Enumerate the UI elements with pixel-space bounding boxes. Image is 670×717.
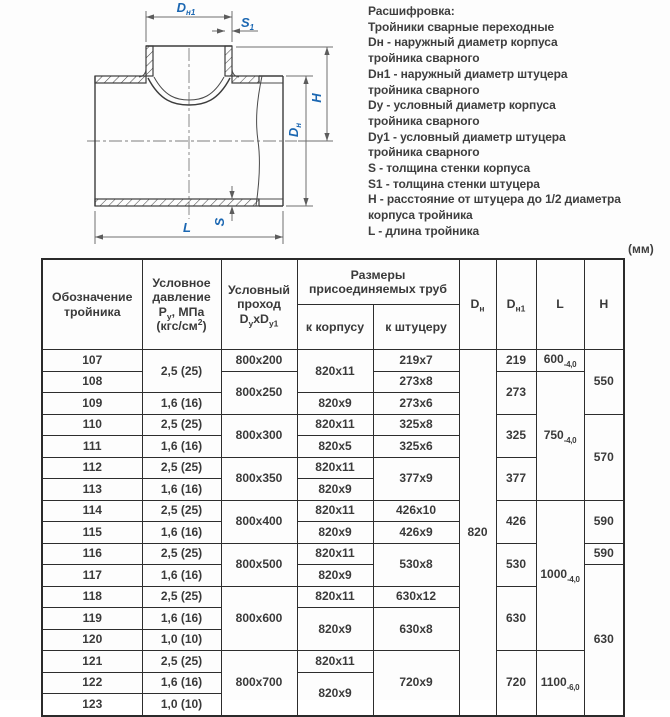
table-cell: 530 xyxy=(496,543,536,586)
legend-line: Dу - условный диаметр корпуса xyxy=(368,98,556,113)
table-cell: 1,6 (16) xyxy=(142,522,221,544)
table-cell: 820x11 xyxy=(297,457,373,479)
col-header-to-branch: к штуцеру xyxy=(373,305,459,350)
col-header-dn: $D_н$ xyxy=(459,259,496,350)
header-row-1 xyxy=(42,259,624,305)
table-cell: 2,5 (25) xyxy=(142,350,221,393)
table-cell: 820x9 xyxy=(297,479,373,501)
legend-line: тройника сварного xyxy=(368,82,480,97)
table-cell: 1,6 (16) xyxy=(142,565,221,587)
dim-label-dn: $D_н$ xyxy=(286,122,303,138)
table-cell: 550 xyxy=(584,350,624,415)
table-row xyxy=(42,500,624,522)
table-cell: 2,5 (25) xyxy=(142,586,221,608)
table-cell: 1,6 (16) xyxy=(142,608,221,630)
center-lines xyxy=(87,48,297,219)
table-cell: 820x9 xyxy=(297,522,373,544)
table-cell: 820x11 xyxy=(297,350,373,393)
table-cell: 109 xyxy=(42,393,142,415)
table-cell: 800x500 xyxy=(221,543,297,586)
table-cell: 820x9 xyxy=(297,608,373,651)
table-cell: 273x6 xyxy=(373,393,459,415)
legend-line: тройника сварного xyxy=(368,51,480,66)
legend-line: Dн1 - наружный диаметр штуцера xyxy=(368,66,568,81)
table-cell: 820x11 xyxy=(297,586,373,608)
table-cell: 800x600 xyxy=(221,586,297,651)
table-cell: 2,5 (25) xyxy=(142,457,221,479)
table-cell: 377 xyxy=(496,457,536,500)
col-header-dn1: $D_{н1}$ xyxy=(496,259,536,350)
table-cell: 1,6 (16) xyxy=(142,672,221,694)
table-cell: 112 xyxy=(42,457,142,479)
table-cell: $750_{-4,0}$ xyxy=(536,371,584,500)
table-cell: 590 xyxy=(584,543,624,565)
table-cell: 110 xyxy=(42,414,142,436)
table-cell: 570 xyxy=(584,414,624,500)
table-cell: 820x11 xyxy=(297,414,373,436)
table-cell: 1,0 (10) xyxy=(142,629,221,651)
table-cell: 800x700 xyxy=(221,651,297,716)
table-cell: 426 xyxy=(496,500,536,543)
legend-line: L - длина тройника xyxy=(368,223,480,238)
table-cell: 111 xyxy=(42,436,142,458)
table-cell: $1100_{-6,0}$ xyxy=(536,651,584,716)
table-cell: 426x9 xyxy=(373,522,459,544)
table-cell: 123 xyxy=(42,694,142,716)
table-cell: 630 xyxy=(496,586,536,651)
table-cell: 800x400 xyxy=(221,500,297,543)
table-cell: 273 xyxy=(496,371,536,414)
table-cell: 325 xyxy=(496,414,536,457)
table-cell: 530x8 xyxy=(373,543,459,586)
col-header-sizes-group: Размеры присоединяемых труб xyxy=(297,259,459,305)
dim-label-s: S xyxy=(212,217,227,227)
table-cell: $600_{-4,0}$ xyxy=(536,350,584,372)
table-cell: 720x9 xyxy=(373,651,459,716)
table-cell: 820x5 xyxy=(297,436,373,458)
legend xyxy=(368,4,668,240)
table-cell: 108 xyxy=(42,371,142,393)
table-cell: 820x11 xyxy=(297,651,373,673)
dim-label-s1: $S_1$ xyxy=(241,15,255,32)
table-cell: 820x9 xyxy=(297,672,373,716)
col-header-l: L xyxy=(536,259,584,350)
table-cell: 630 xyxy=(584,565,624,716)
table-cell: 117 xyxy=(42,565,142,587)
table-cell: 2,5 (25) xyxy=(142,414,221,436)
table-cell: 426x10 xyxy=(373,500,459,522)
table-cell: 1,6 (16) xyxy=(142,479,221,501)
table-cell: 273x8 xyxy=(373,371,459,393)
legend-line: корпуса тройника xyxy=(368,208,473,223)
spec-table-header xyxy=(42,259,624,350)
table-cell: 219x7 xyxy=(373,350,459,372)
legend-line: Dн - наружный диаметр корпуса xyxy=(368,35,558,50)
legend-line: Dу1 - условный диаметр штуцера xyxy=(368,129,566,144)
table-cell: 800x300 xyxy=(221,414,297,457)
table-cell: 1,6 (16) xyxy=(142,436,221,458)
table-cell: 2,5 (25) xyxy=(142,543,221,565)
legend-line: Тройники сварные переходные xyxy=(368,19,555,34)
table-cell: 113 xyxy=(42,479,142,501)
table-cell: 630x8 xyxy=(373,608,459,651)
table-cell: 820x9 xyxy=(297,393,373,415)
col-header-h: H xyxy=(584,259,624,350)
table-cell: 630x12 xyxy=(373,586,459,608)
table-cell: 107 xyxy=(42,350,142,372)
table-cell: 118 xyxy=(42,586,142,608)
table-cell: 325x8 xyxy=(373,414,459,436)
dim-label-l: L xyxy=(183,220,191,235)
legend-line: S1 - толщина стенки штуцера xyxy=(368,176,540,191)
table-cell: 820x9 xyxy=(297,565,373,587)
col-header-to-body: к корпусу xyxy=(297,305,373,350)
table-cell: 120 xyxy=(42,629,142,651)
table-cell: $1000_{-4,0}$ xyxy=(536,500,584,651)
spec-table xyxy=(41,258,625,717)
table-cell: 820x11 xyxy=(297,543,373,565)
table-cell: 2,5 (25) xyxy=(142,651,221,673)
units-note: (мм) xyxy=(628,242,654,256)
table-cell: 800x200 xyxy=(221,350,297,372)
table-row xyxy=(42,350,624,372)
table-cell: 116 xyxy=(42,543,142,565)
table-cell: 115 xyxy=(42,522,142,544)
table-cell: 325x6 xyxy=(373,436,459,458)
col-header-designation: Обозначение тройника xyxy=(42,259,142,350)
table-cell: 377x9 xyxy=(373,457,459,500)
table-cell: 114 xyxy=(42,500,142,522)
col-header-pressure: Условное давление $P_у$, МПа $(кгс/см^2)$ xyxy=(142,259,221,350)
table-cell: 820 xyxy=(459,350,496,716)
dim-label-h: H xyxy=(309,93,324,103)
legend-line: Расшифровка: xyxy=(368,4,455,18)
spec-table-body xyxy=(42,350,624,716)
legend-line: H - расстояние от штуцера до 1/2 диаметра xyxy=(368,192,621,207)
table-cell: 119 xyxy=(42,608,142,630)
tee-drawing xyxy=(0,0,350,252)
table-cell: 800x250 xyxy=(221,371,297,414)
table-cell: 590 xyxy=(584,500,624,543)
legend-line: тройника сварного xyxy=(368,145,480,160)
table-cell: 1,0 (10) xyxy=(142,694,221,716)
table-cell: 122 xyxy=(42,672,142,694)
legend-line: S - толщина стенки корпуса xyxy=(368,161,531,176)
table-cell: 121 xyxy=(42,651,142,673)
table-cell: 219 xyxy=(496,350,536,372)
table-row xyxy=(42,651,624,673)
col-header-pass: Условный проход $D_уxD_{у1}$ xyxy=(221,259,297,350)
table-cell: 820x11 xyxy=(297,500,373,522)
legend-line: тройника сварного xyxy=(368,113,480,128)
table-cell: 800x350 xyxy=(221,457,297,500)
table-cell: 720 xyxy=(496,651,536,716)
dim-label-dn1: $D_{н1}$ xyxy=(176,0,196,17)
table-cell: 2,5 (25) xyxy=(142,500,221,522)
table-cell: 1,6 (16) xyxy=(142,393,221,415)
